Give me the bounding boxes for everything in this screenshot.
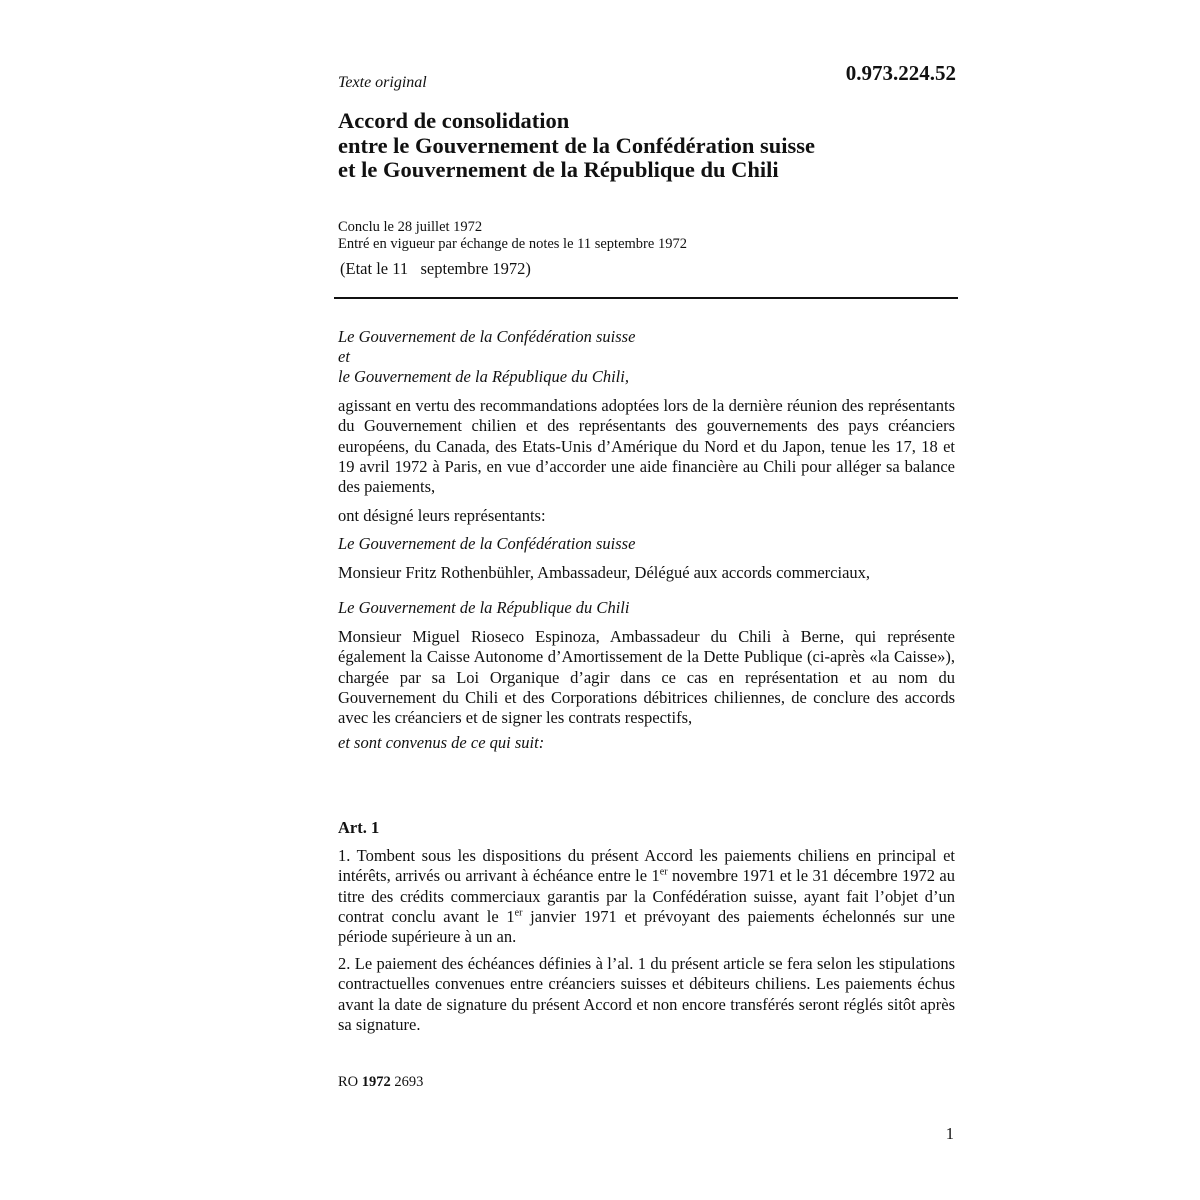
designation-intro: ont désigné leurs représentants:: [338, 506, 546, 525]
ro-year: 1972: [361, 1074, 391, 1090]
ro-reference: [338, 1074, 423, 1091]
article-1-p1-sup-2: er: [514, 907, 523, 919]
swiss-representative: Monsieur Fritz Rothenbühler, Ambassadeur, Délégué aux accords commerciaux,: [338, 563, 871, 582]
chilean-representative: Monsieur Miguel Rioseco Espinoza, Ambassadeur du Chili à Berne, qui représente également la Caisse Autonome d’Amortissement de la Dette Publique (ci-après «la Caisse»), chargée par sa Loi Organique d’agir dans ce cas en représentation et au nom du Gouvernement du Chili et des Corporations débitrices chiliennes, de conclure des accords avec les créanciers et de signer les contrats respectifs,: [338, 627, 955, 728]
ro-page: 2693: [390, 1074, 424, 1090]
party-chile: le Gouvernement de la République du Chili,: [338, 367, 629, 386]
article-1-p1-part-b: novembre 1971 et le 31 décembre 1972 au titre des crédits commerciaux garantis par la Confédération suisse, ayant fait l’objet d’un contrat conclu avant le 1: [338, 866, 955, 926]
article-1-p1-sup-1: er: [659, 866, 668, 878]
party-conjunction: et: [338, 347, 350, 366]
article-1-p1-part-a: 1. Tombent sous les dispositions du présent Accord les paiements chiliens en principal et intérêts, arrivés ou arrivant à échéance entre le 1: [338, 846, 955, 886]
header-divider: [334, 297, 958, 299]
preamble-parties: [338, 327, 955, 387]
article-1-paragraph-1: [338, 846, 955, 947]
texte-original-label: Texte original: [338, 74, 427, 91]
chilean-government-label: Le Gouvernement de la République du Chili: [338, 598, 630, 617]
title-line-1: Accord de consolidation: [338, 108, 570, 133]
article-1-p1-part-c: janvier 1971 et prévoyant des paiements échelonnés sur une période supérieure à un an.: [338, 906, 955, 947]
article-1-heading: Art. 1: [338, 818, 380, 837]
document-title: [338, 109, 958, 183]
entry-into-force: Entré en vigueur par échange de notes le 11 septembre 1972: [338, 235, 687, 252]
article-1-paragraph-2: 2. Le paiement des échéances définies à l’al. 1 du présent article se fera selon les stipulations contractuelles convenues entre créanciers suisses et débiteurs chiliens. Les paiements échus avant la date de signature du présent Accord et non encore transférés seront réglés sitôt après sa signature.: [338, 954, 955, 1034]
party-switzerland: Le Gouvernement de la Confédération suisse: [338, 327, 636, 346]
title-line-2: entre le Gouvernement de la Confédération suisse: [338, 132, 816, 158]
agreement-intro: et sont convenus de ce qui suit:: [338, 733, 545, 752]
sr-number: 0.973.224.52: [845, 61, 956, 85]
status-date: (Etat le 11 septembre 1972): [340, 259, 531, 278]
conclu-date: Conclu le 28 juillet 1972: [338, 219, 483, 235]
conclusion-metadata: [338, 219, 687, 252]
preamble-paragraph: agissant en vertu des recommandations adoptées lors de la dernière réunion des représentants du Gouvernement chilien et des représentants des gouvernements des pays créanciers européens, du Canada, des Etats-Unis d’Amérique du Nord et du Japon, tenue les 17, 18 et 19 avril 1972 à Paris, en vue d’accorder une aide financière au Chili pour alléger sa balance des paiements,: [338, 396, 955, 497]
title-line-3: et le Gouvernement de la République du Chili: [338, 157, 779, 182]
page-number: 1: [945, 1124, 954, 1143]
swiss-government-label: Le Gouvernement de la Confédération suisse: [338, 534, 636, 553]
ro-prefix: RO: [338, 1074, 362, 1090]
